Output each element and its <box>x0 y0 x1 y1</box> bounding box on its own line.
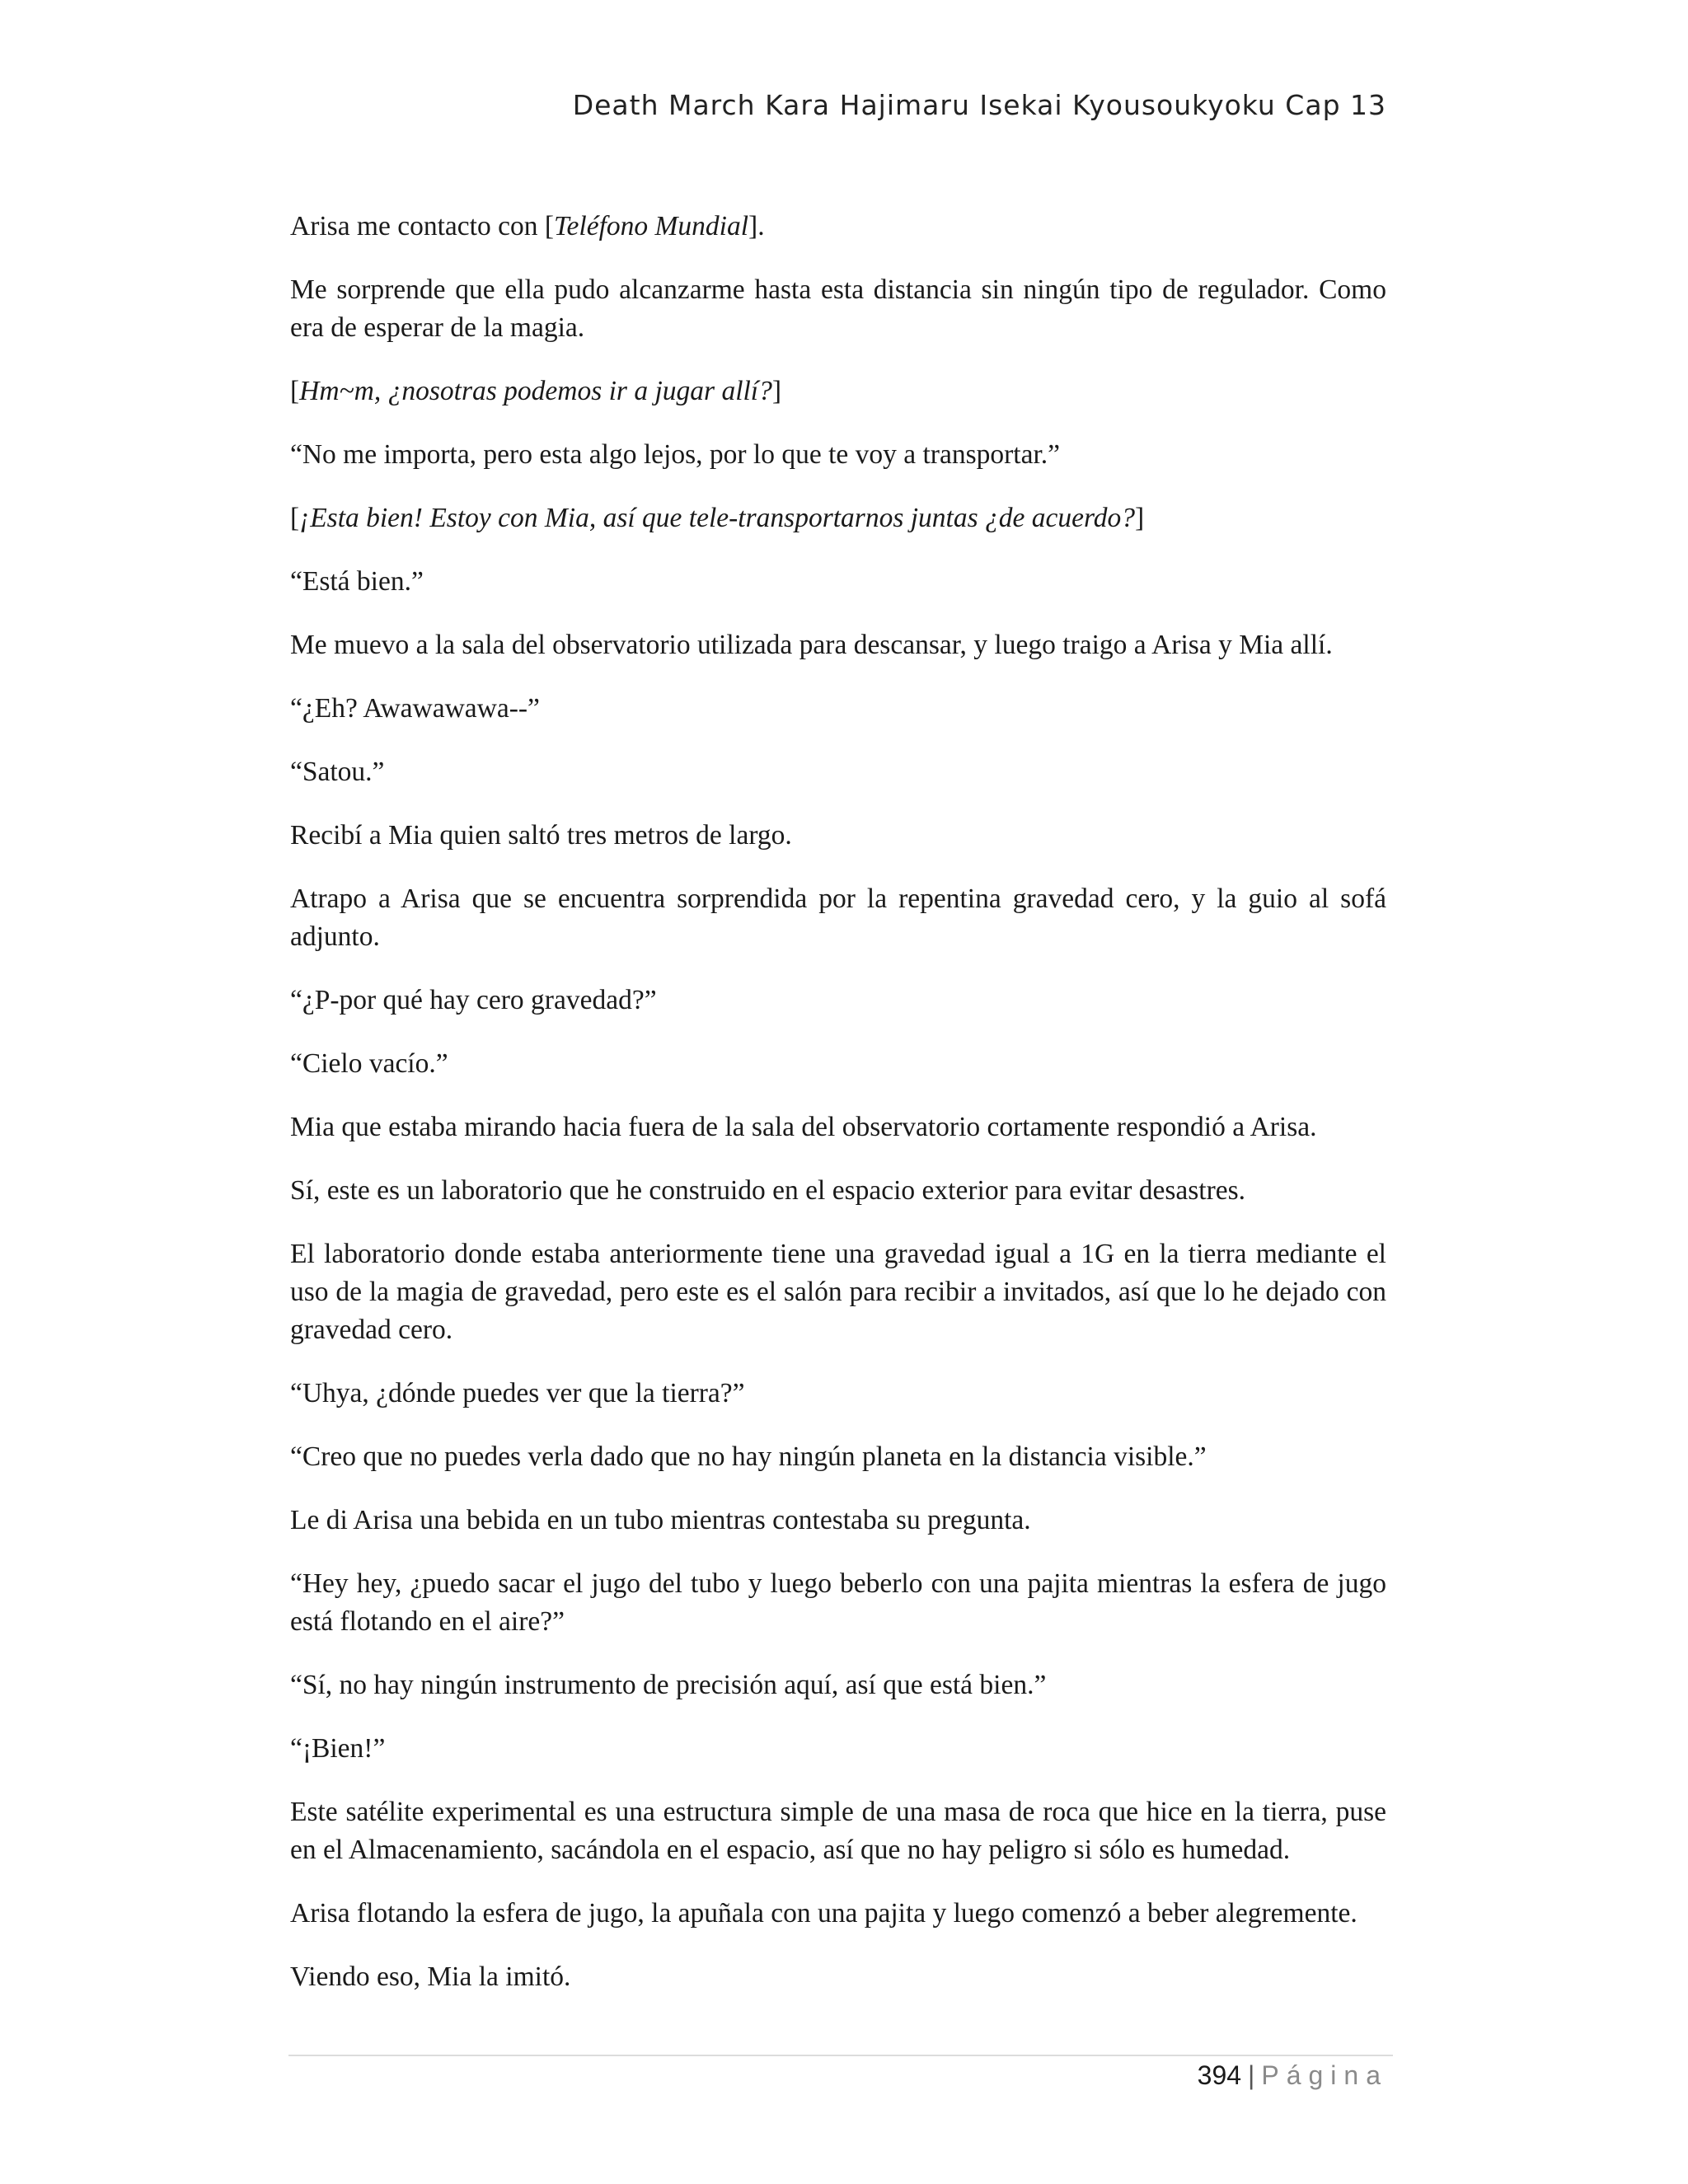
paragraph <box>290 626 1386 664</box>
text-run: ] <box>1135 503 1145 533</box>
text-run: Mia que estaba mirando hacia fuera de la sala del observatorio cortamente respondió a Arisa. <box>290 1112 1317 1142</box>
text-run: Le di Arisa una bebida en un tubo mientras contestaba su pregunta. <box>290 1505 1031 1535</box>
text-run: “Hey hey, ¿puedo sacar el jugo del tubo y luego beberlo con una pajita mientras la esfera de jugo está flotando en el aire?” <box>290 1568 1386 1637</box>
text-run: Arisa me contacto con [ <box>290 211 554 241</box>
text-run: “Satou.” <box>290 757 385 787</box>
text-run: “No me importa, pero esta algo lejos, por lo que te voy a transportar.” <box>290 439 1060 470</box>
paragraph <box>290 208 1386 246</box>
text-run: [ <box>290 376 300 406</box>
paragraph <box>290 563 1386 601</box>
paragraph <box>290 1045 1386 1083</box>
text-run: Recibí a Mia quien saltó tres metros de largo. <box>290 820 792 851</box>
text-run: “Creo que no puedes verla dado que no hay ningún planeta en la distancia visible.” <box>290 1441 1207 1472</box>
text-run: ]. <box>748 211 765 241</box>
text-run: ] <box>771 376 782 406</box>
text-run: “¡Bien!” <box>290 1733 386 1764</box>
paragraph <box>290 690 1386 728</box>
paragraph <box>290 1958 1386 1996</box>
paragraph <box>290 1793 1386 1869</box>
text-run: “Cielo vacío.” <box>290 1048 448 1079</box>
text-run: “Uhya, ¿dónde puedes ver que la tierra?” <box>290 1378 745 1408</box>
paragraph <box>290 1895 1386 1933</box>
text-run: Me sorprende que ella pudo alcanzarme hasta esta distancia sin ningún tipo de regulador. Como era de esperar de la magia. <box>290 274 1386 343</box>
italic-text-run: Hm~m, ¿nosotras podemos ir a jugar allí? <box>299 376 772 406</box>
text-run: “¿Eh? Awawawawa--” <box>290 693 540 724</box>
text-run: Me muevo a la sala del observatorio utilizada para descansar, y luego traigo a Arisa y Mia allí. <box>290 630 1333 660</box>
text-run: Viendo eso, Mia la imitó. <box>290 1961 571 1992</box>
page-number: 394 <box>1197 2060 1242 2090</box>
paragraph <box>290 1375 1386 1413</box>
paragraph <box>290 373 1386 410</box>
text-run: “Está bien.” <box>290 566 424 597</box>
italic-text-run: Teléfono Mundial <box>553 211 749 241</box>
text-run: Atrapo a Arisa que se encuentra sorprendida por la repentina gravedad cero, y la guio al sofá adjunto. <box>290 883 1386 952</box>
text-run: El laboratorio donde estaba anteriormente tiene una gravedad igual a 1G en la tierra mediante el uso de la magia de gravedad, pero este es el salón para recibir a invitados, así que lo he dejado con gravedad cero. <box>290 1239 1386 1345</box>
body-text <box>290 208 1386 2022</box>
paragraph <box>290 436 1386 474</box>
paragraph <box>290 880 1386 956</box>
footer-divider <box>288 2055 1393 2056</box>
paragraph <box>290 1235 1386 1349</box>
italic-text-run: ¡Esta bien! Estoy con Mia, así que tele-transportarnos juntas ¿de acuerdo? <box>299 503 1136 533</box>
text-run: Sí, este es un laboratorio que he construido en el espacio exterior para evitar desastres. <box>290 1175 1246 1206</box>
text-run: “¿P-por qué hay cero gravedad?” <box>290 985 657 1015</box>
text-run: “Sí, no hay ningún instrumento de precisión aquí, así que está bien.” <box>290 1670 1047 1700</box>
paragraph <box>290 1438 1386 1476</box>
paragraph <box>290 1172 1386 1210</box>
paragraph <box>290 982 1386 1019</box>
paragraph <box>290 1502 1386 1540</box>
text-run: Este satélite experimental es una estructura simple de una masa de roca que hice en la tierra, puse en el Almacenamiento, sacándola en el espacio, así que no hay peligro si sólo es humedad. <box>290 1797 1386 1865</box>
paragraph <box>290 817 1386 855</box>
footer-separator: | <box>1248 2060 1255 2090</box>
text-run: [ <box>290 503 300 533</box>
paragraph <box>290 1730 1386 1768</box>
paragraph <box>290 1666 1386 1704</box>
paragraph <box>290 271 1386 347</box>
paragraph <box>290 1565 1386 1641</box>
page-footer <box>1198 2060 1388 2091</box>
page-label: Página <box>1261 2060 1388 2090</box>
paragraph <box>290 753 1386 791</box>
text-run: Arisa flotando la esfera de jugo, la apuñala con una pajita y luego comenzó a beber alegremente. <box>290 1898 1357 1929</box>
running-header-title: Death March Kara Hajimaru Isekai Kyousoukyoku Cap 13 <box>572 89 1386 121</box>
paragraph <box>290 1108 1386 1146</box>
paragraph <box>290 499 1386 537</box>
